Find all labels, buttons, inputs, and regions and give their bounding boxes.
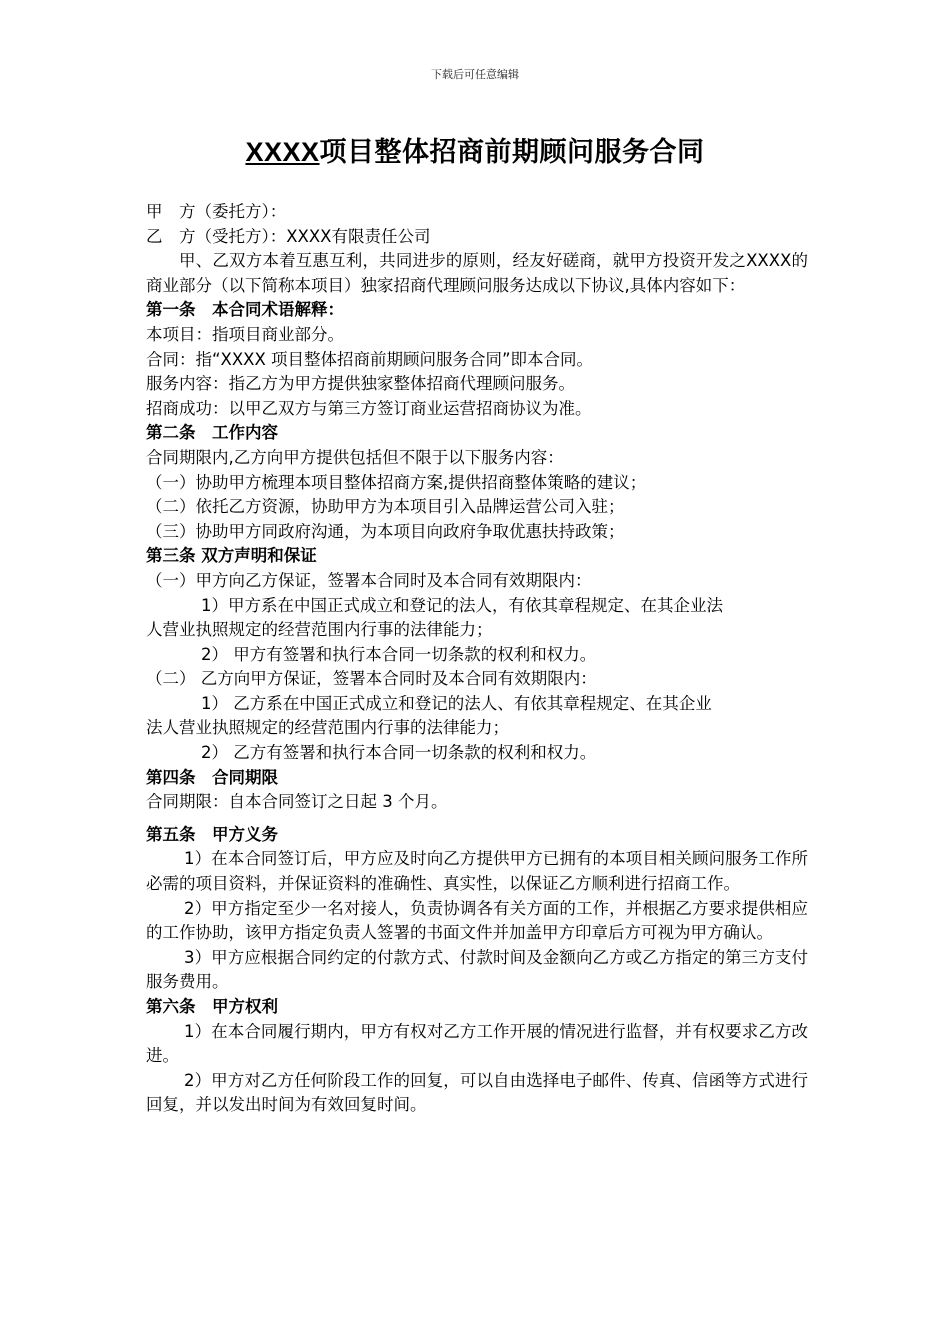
- article-1-item: 服务内容：指乙方为甲方提供独家整体招商代理顾问服务。: [146, 374, 575, 394]
- article-3-section-1-point-2: 2） 甲方有签署和执行本合同一切条款的权利和权力。: [201, 644, 597, 664]
- article-2-item: （三）协助甲方同政府沟通，为本项目向政府争取优惠扶持政策；: [146, 521, 625, 541]
- article-2-item: （二）依托乙方资源，协助甲方为本项目引入品牌运营公司入驻；: [146, 497, 625, 517]
- section-gap: [146, 815, 808, 823]
- article-2-lead: 合同期限内,乙方向甲方提供包括但不限于以下服务内容：: [146, 447, 564, 467]
- party-b-line: [146, 225, 808, 250]
- article-1-item: 本项目：指项目商业部分。: [146, 324, 344, 344]
- article-2-item: （一）协助甲方梳理本项目整体招商方案,提供招商整体策略的建议；: [146, 472, 647, 492]
- document-title: [0, 130, 950, 169]
- article-3-section-1: （一）甲方向乙方保证，签署本合同时及本合同有效期限内：: [146, 570, 592, 590]
- title-text: 项目整体招商前期顾问服务合同: [319, 137, 705, 168]
- article-5-item: 3）甲方应根据合同约定的付款方式、付款时间及金额向乙方或乙方指定的第三方支付服务费用。: [146, 947, 808, 992]
- article-2-heading: 第二条 工作内容: [146, 423, 278, 443]
- article-3-section-1-point-1: 1）甲方系在中国正式成立和登记的法人，有依其章程规定、在其企业法: [201, 595, 723, 615]
- article-1-heading: 第一条 本合同术语解释：: [146, 300, 344, 320]
- party-b-label: 乙 方（受托方）：: [146, 226, 287, 246]
- article-1-item: 招商成功：以甲乙双方与第三方签订商业运营招商协议为准。: [146, 398, 592, 418]
- article-4-heading: 第四条 合同期限: [146, 767, 278, 787]
- article-3-section-2: （二） 乙方向甲方保证，签署本合同时及本合同有效期限内：: [146, 669, 597, 689]
- article-5-item: 1）在本合同签订后，甲方应及时向乙方提供甲方已拥有的本项目相关顾问服务工作所必需的项目资料，并保证资料的准确性、真实性，以保证乙方顺利进行招商工作。: [146, 849, 808, 894]
- article-6-item: 2）甲方对乙方任何阶段工作的回复，可以自由选择电子邮件、传真、信函等方式进行回复，并以发出时间为有效回复时间。: [146, 1070, 808, 1115]
- article-5-item: 2）甲方指定至少一名对接人，负责协调各有关方面的工作，并根据乙方要求提供相应的工作协助，该甲方指定负责人签署的书面文件并加盖甲方印章后方可视为甲方确认。: [146, 898, 808, 943]
- article-4-text: 合同期限：自本合同签订之日起 3 个月。: [146, 792, 448, 812]
- title-prefix: XXXX: [245, 137, 320, 167]
- article-6-item: 1）在本合同履行期内，甲方有权对乙方工作开展的情况进行监督，并有权要求乙方改进。: [146, 1021, 808, 1066]
- article-5-heading: 第五条 甲方义务: [146, 824, 278, 844]
- page-header-note: 下载后可任意编辑: [431, 68, 519, 81]
- party-b-name: XXXX有限责任公司: [286, 226, 431, 246]
- contract-body: [146, 200, 808, 1118]
- article-3-section-2-point-1-cont: 法人营业执照规定的经营范围内行事的法律能力；: [146, 718, 509, 738]
- article-3-heading: 第三条 双方声明和保证: [146, 546, 317, 566]
- article-3-section-2-point-2: 2） 乙方有签署和执行本合同一切条款的权利和权力。: [201, 743, 597, 763]
- party-a-line: 甲 方（委托方）：: [146, 202, 287, 221]
- article-3-section-2-point-1: 1） 乙方系在中国正式成立和登记的法人、有依其章程规定、在其企业: [201, 693, 712, 713]
- article-1-item: 合同：指“XXXX 项目整体招商前期顾问服务合同”即本合同。: [146, 349, 594, 369]
- intro-paragraph: 甲、乙双方本着互惠互利，共同进步的原则，经友好磋商，就甲方投资开发之XXXX的商业部分（以下简称本项目）独家招商代理顾问服务达成以下协议,具体内容如下：: [146, 251, 808, 295]
- article-3-section-1-point-1-cont: 人营业执照规定的经营范围内行事的法律能力；: [146, 620, 493, 640]
- article-6-heading: 第六条 甲方权利: [146, 997, 278, 1016]
